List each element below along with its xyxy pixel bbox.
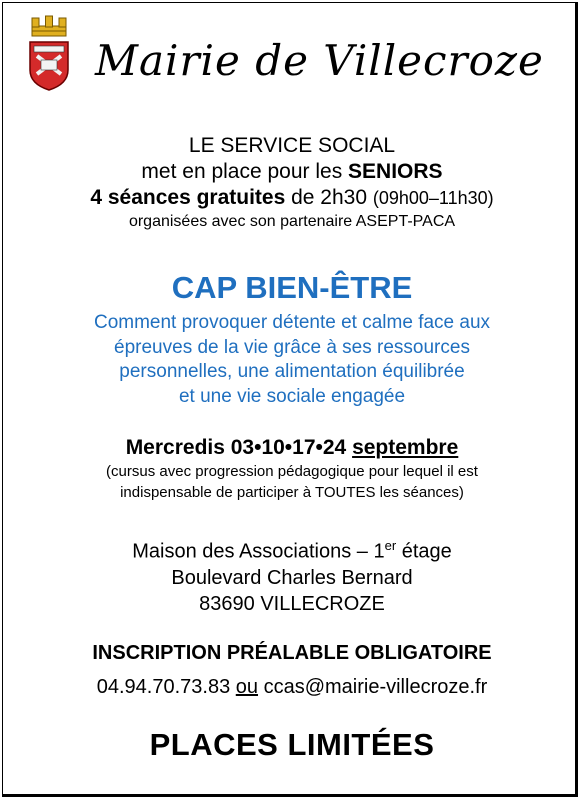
- schedule-note-1: (cursus avec progression pédagogique pour lequel il est: [106, 463, 478, 480]
- floor-sup: er: [384, 538, 397, 553]
- location-line-2: Boulevard Charles Bernard: [171, 566, 413, 589]
- contact-line: [0, 674, 584, 700]
- phone-number: 04.94.70.73.83: [96, 676, 231, 698]
- header: [0, 0, 584, 120]
- service-title: LE SERVICE SOCIAL: [188, 134, 396, 157]
- location-line-3: 83690 VILLECROZE: [199, 592, 385, 615]
- dates-text: Mercredis 03•10•17•24: [125, 436, 353, 459]
- intro-line-2-text: met en place pour les: [141, 160, 349, 183]
- intro-line-3: [0, 185, 584, 211]
- registration-section: [0, 640, 584, 700]
- partner-line: organisées avec son partenaire ASEPT-PACA: [128, 213, 456, 230]
- coat-of-arms-logo: [24, 12, 74, 92]
- venue-text: Maison des Associations – 1: [132, 540, 385, 563]
- footer-section: [0, 727, 584, 763]
- month-text: septembre: [352, 436, 459, 459]
- intro-line-2: [0, 159, 584, 185]
- program-desc-2: épreuves de la vie grâce à ses ressources: [114, 336, 470, 358]
- places-limited: PLACES LIMITÉES: [149, 727, 435, 762]
- email-address: ccas@mairie-villecroze.fr: [263, 676, 488, 698]
- sessions-label: 4 séances gratuites: [90, 186, 286, 209]
- floor-text: étage: [396, 540, 452, 563]
- intro-section: [0, 133, 584, 233]
- program-desc-4: et une vie sociale engagée: [178, 385, 406, 407]
- program-section: [0, 270, 584, 409]
- program-title: CAP BIEN-ÊTRE: [171, 270, 413, 305]
- mairie-title: Mairie de Villecroze: [95, 36, 544, 85]
- program-desc-3: personnelles, une alimentation équilibrée: [119, 361, 465, 382]
- schedule-note-2: indispensable de participer à TOUTES les séances): [120, 484, 464, 501]
- program-desc-1: Comment provoquer détente et calme face aux: [93, 312, 491, 333]
- or-text: ou: [235, 676, 259, 698]
- location-line-1: [0, 533, 584, 565]
- location-section: [0, 533, 584, 617]
- hours-text: (09h00–11h30): [372, 188, 494, 208]
- seniors-label: SENIORS: [348, 160, 443, 183]
- registration-title: INSCRIPTION PRÉALABLE OBLIGATOIRE: [92, 642, 492, 664]
- dates-line: [0, 435, 584, 461]
- schedule-section: [0, 435, 584, 503]
- duration-text: de 2h30: [285, 186, 373, 209]
